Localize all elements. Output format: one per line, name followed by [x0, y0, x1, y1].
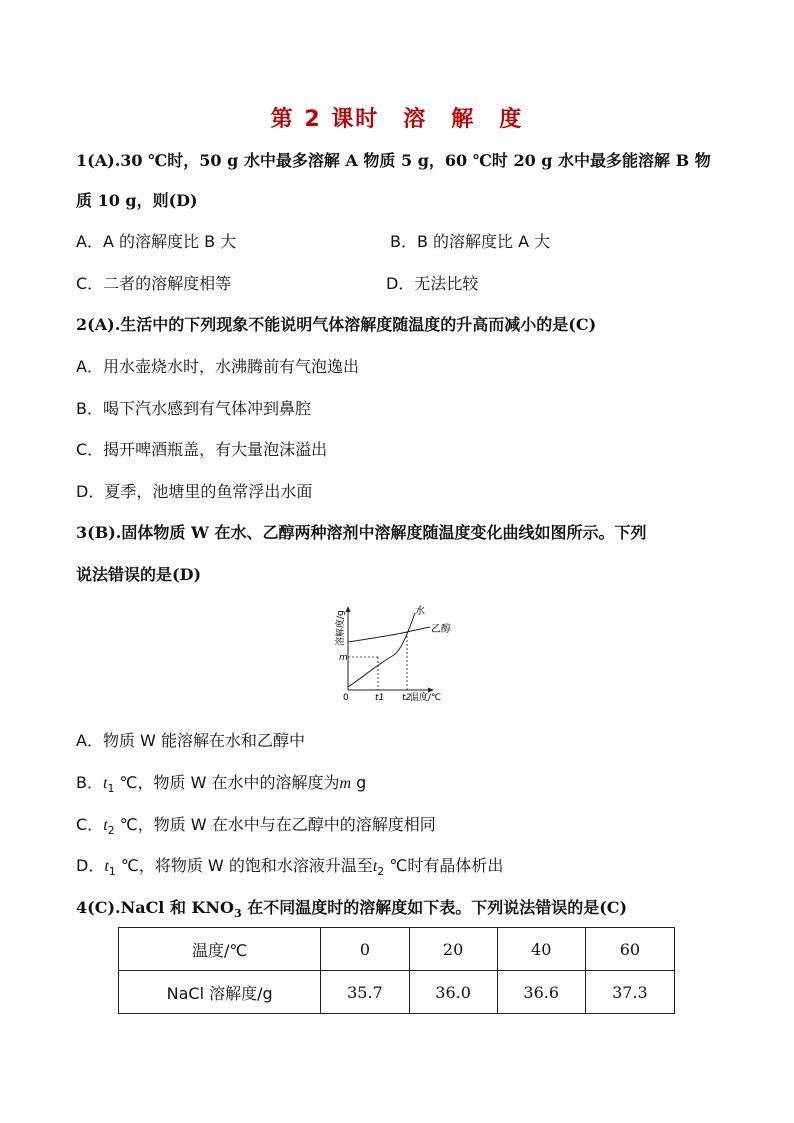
q3-option-d-post: ℃时有晶体析出 — [384, 856, 504, 875]
q3-option-b — [76, 772, 366, 800]
q3-option-d-t2: t — [372, 858, 378, 875]
m-label: m — [339, 653, 348, 663]
table-header-label: 温度/℃ — [119, 928, 321, 971]
t2-label-text: t2 — [402, 693, 412, 703]
table-temp-cell: 40 — [497, 928, 585, 971]
q1-option-d: D．无法比较 — [386, 274, 479, 293]
q3-stem-line1: 3(B).固体物质 W 在水、乙醇两种溶剂中溶解度随温度变化曲线如图所示。下列 — [76, 523, 647, 542]
q3-option-a: A．物质 W 能溶解在水和乙醇中 — [76, 731, 305, 750]
q3-option-b-prefix: B． — [76, 773, 103, 792]
x-axis-label: 温度/℃ — [410, 693, 442, 703]
q3-option-b-post: g — [351, 773, 367, 792]
table-value-cell: 36.6 — [497, 971, 585, 1014]
table-temp-cell: 60 — [585, 928, 674, 971]
t2-label — [402, 693, 412, 703]
q4-stem-text-b: 在不同温度时的溶解度如下表。下列说法错误的是 — [241, 898, 600, 917]
water-curve-label: 水 — [415, 606, 425, 617]
q1-option-b: B．B 的溶解度比 A 大 — [390, 232, 551, 251]
t1-label-text: t1 — [375, 693, 385, 703]
q4-answer: (C) — [599, 898, 628, 917]
q3-option-c-sub: 2 — [107, 824, 115, 838]
y-axis-arrow — [346, 606, 351, 612]
q3-option-b-sub: 1 — [107, 782, 115, 796]
q2-answer: (C) — [568, 315, 597, 334]
table-row-label: NaCl 溶解度/g — [119, 971, 321, 1014]
q3-option-d-sub: 1 — [108, 865, 116, 879]
q2-option-d: D．夏季，池塘里的鱼常浮出水面 — [76, 482, 313, 501]
q3-stem-line2-text: 说法错误的是 — [76, 565, 173, 584]
t1-label — [375, 693, 384, 703]
q3-option-b-mid: ℃，物质 W 在水中的溶解度为 — [114, 773, 340, 792]
q1-stem-line1: 1(A).30 ℃时，50 g 水中最多溶解 A 物质 5 g，60 ℃时 20 g 水中最多能溶解 B 物 — [76, 151, 711, 170]
q3-option-d — [76, 855, 503, 883]
table-temp-cell: 20 — [409, 928, 497, 971]
q1-answer: (D) — [168, 191, 198, 210]
q3-option-d-prefix: D． — [76, 856, 105, 875]
q3-option-b-t: t — [102, 775, 108, 792]
q3-option-b-m: m — [339, 775, 352, 792]
q3-option-d-mid: ℃，将物质 W 的饱和水溶液升温至 — [115, 856, 373, 875]
q1-option-a: A．A 的溶解度比 B 大 — [76, 232, 237, 251]
q1-option-c: C．二者的溶解度相等 — [76, 274, 232, 293]
table-value-cell: 36.0 — [409, 971, 497, 1014]
q1-stem-line2-text: 质 10 g，则 — [76, 191, 169, 210]
q2-stem — [76, 314, 596, 336]
q4-stem — [76, 897, 627, 925]
table-value-cell: 37.3 — [585, 971, 674, 1014]
q3-answer: (D) — [172, 565, 202, 584]
q3-option-c-t: t — [103, 817, 108, 834]
q3-stem-line2 — [76, 564, 201, 586]
water-curve — [348, 613, 415, 687]
table-temp-cell: 0 — [321, 928, 409, 971]
q3-option-c-post: ℃，物质 W 在水中与在乙醇中的溶解度相同 — [114, 815, 436, 834]
origin-label: 0 — [343, 693, 349, 703]
solubility-figure — [328, 604, 462, 706]
page-title: 第 2 课时 溶 解 度 — [270, 107, 524, 132]
q1-stem-line2 — [76, 190, 198, 212]
table-value-cell: 35.7 — [321, 971, 409, 1014]
q4-stem-sub: 3 — [234, 907, 242, 921]
q2-stem-text: 2(A).生活中的下列现象不能说明气体溶解度随温度的升高而减小的是 — [76, 315, 569, 334]
ethanol-curve — [348, 627, 430, 642]
x-axis-arrow — [428, 688, 434, 693]
q2-option-a: A．用水壶烧水时，水沸腾前有气泡逸出 — [76, 357, 359, 376]
ethanol-curve-label: 乙醇 — [431, 624, 451, 635]
q3-option-d-sub2: 2 — [377, 865, 385, 879]
y-axis-label: 溶解度/g — [336, 610, 346, 646]
q3-option-c-prefix: C． — [76, 815, 104, 834]
q2-option-c: C．揭开啤酒瓶盖，有大量泡沫溢出 — [76, 440, 328, 459]
q3-option-c — [76, 814, 436, 842]
solubility-table — [118, 927, 675, 1014]
table-row — [119, 971, 675, 1014]
q4-stem-text-a: 4(C).NaCl 和 KNO — [76, 898, 234, 917]
q2-option-b: B．喝下汽水感到有气体冲到鼻腔 — [76, 399, 311, 418]
q3-option-d-t: t — [104, 858, 109, 875]
table-header-row — [119, 928, 675, 971]
